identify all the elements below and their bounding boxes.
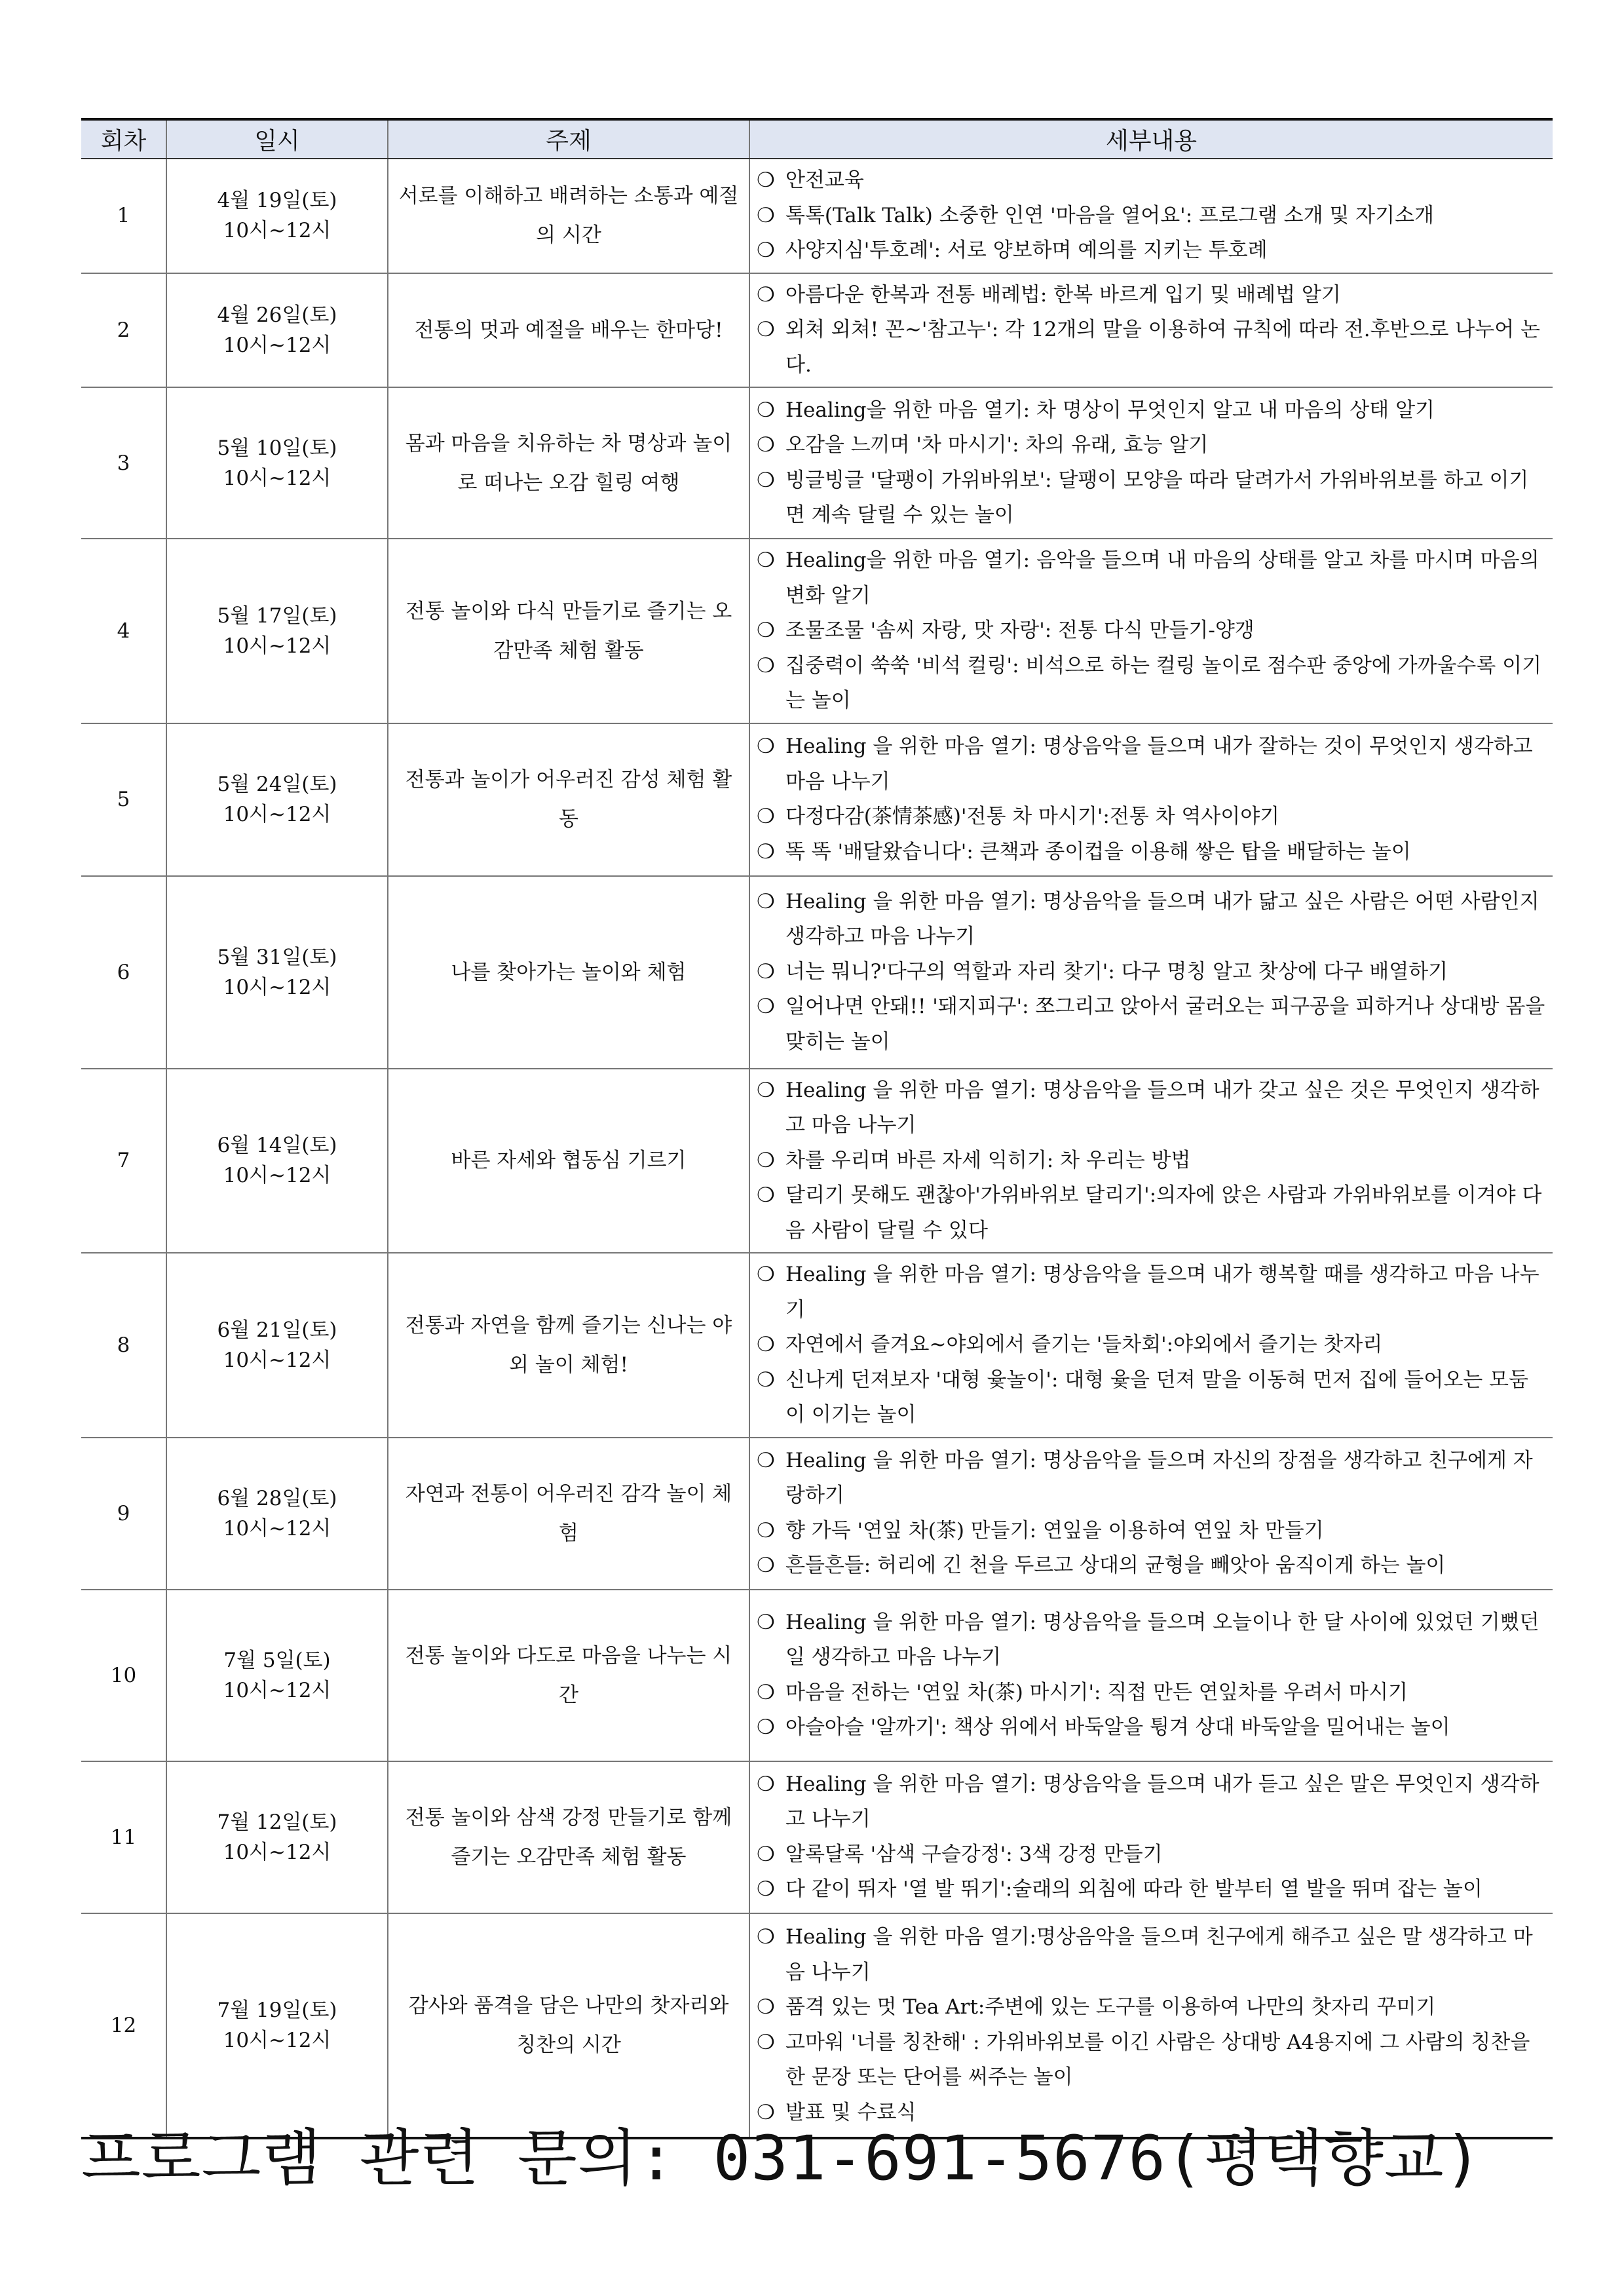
session-number: 7 (81, 1069, 166, 1253)
detail-item: ❍ 빙글빙글 '달팽이 가위바위보': 달팽이 모양을 따라 달려가서 가위바위보를 하고 이기면 계속 달릴 수 있는 놀이 (757, 463, 1546, 533)
session-date: 4월 26일(토) (217, 303, 337, 327)
session-datetime (166, 723, 388, 876)
session-details (749, 1069, 1553, 1253)
detail-item: ❍ 알록달록 '삼색 구슬강정': 3색 강정 만들기 (757, 1837, 1546, 1873)
table-row (81, 876, 1553, 1069)
session-datetime (166, 273, 388, 388)
session-details (749, 159, 1553, 273)
detail-item: ❍ 오감을 느끼며 '차 마시기': 차의 유래, 효능 알기 (757, 428, 1546, 463)
detail-item: ❍ 다 같이 뛰자 '열 발 뛰기':술래의 외침에 따라 한 발부터 열 발을 뛰며 잡는 놀이 (757, 1872, 1546, 1907)
session-number: 9 (81, 1438, 166, 1590)
header-session: 회차 (81, 119, 166, 159)
detail-item: ❍ 안전교육 (757, 163, 1546, 199)
detail-item: ❍ 다정다감(茶情茶感)'전통 차 마시기':전통 차 역사이야기 (757, 799, 1546, 835)
header-details: 세부내용 (749, 119, 1553, 159)
session-time: 10시~12시 (223, 634, 331, 658)
detail-item: ❍ Healing 을 위한 마음 열기:명상음악을 들으며 친구에게 해주고 싶은 말 생각하고 마음 나누기 (757, 1920, 1546, 1990)
session-details (749, 1590, 1553, 1761)
detail-item: ❍ Healing 을 위한 마음 열기: 명상음악을 들으며 내가 갖고 싶은 것은 무엇인지 생각하고 마음 나누기 (757, 1073, 1546, 1143)
session-date: 6월 14일(토) (217, 1134, 337, 1158)
session-date: 6월 28일(토) (217, 1486, 337, 1510)
detail-item: ❍ 고마워 '너를 칭찬해' : 가위바위보를 이긴 사람은 상대방 A4용지에 그 사람의 칭찬을 한 문장 또는 단어를 써주는 놀이 (757, 2025, 1546, 2095)
table-row (81, 273, 1553, 388)
table-row (81, 1913, 1553, 2138)
detail-item: ❍ 집중력이 쑥쑥 '비석 컬링': 비석으로 하는 컬링 놀이로 점수판 중앙에 가까울수록 이기는 놀이 (757, 649, 1546, 719)
session-number: 11 (81, 1761, 166, 1913)
session-time: 10시~12시 (223, 219, 331, 243)
session-number: 8 (81, 1253, 166, 1438)
session-date: 7월 19일(토) (217, 1998, 337, 2022)
session-date: 5월 24일(토) (217, 773, 337, 796)
detail-item: ❍ Healing 을 위한 마음 열기: 명상음악을 들으며 내가 잘하는 것이 무엇인지 생각하고 마음 나누기 (757, 729, 1546, 799)
session-topic: 전통의 멋과 예절을 배우는 한마당! (388, 273, 749, 388)
session-number: 3 (81, 387, 166, 539)
session-number: 4 (81, 539, 166, 723)
session-topic: 감사와 품격을 담은 나만의 찻자리와 칭찬의 시간 (388, 1913, 749, 2138)
session-time: 10시~12시 (223, 1516, 331, 1540)
table-row (81, 387, 1553, 539)
detail-item: ❍ 발표 및 수료식 (757, 2095, 1546, 2131)
detail-item: ❍ 사양지심'투호례': 서로 양보하며 예의를 지키는 투호례 (757, 233, 1546, 269)
session-number: 10 (81, 1590, 166, 1761)
table-body (81, 159, 1553, 2138)
detail-item: ❍ 마음을 전하는 '연잎 차(茶) 마시기': 직접 만든 연잎차를 우려서 마시기 (757, 1675, 1546, 1711)
table-row (81, 159, 1553, 273)
session-topic: 전통 놀이와 삼색 강정 만들기로 함께 즐기는 오감만족 체험 활동 (388, 1761, 749, 1913)
session-date: 7월 5일(토) (223, 1648, 331, 1672)
detail-item: ❍ 품격 있는 멋 Tea Art:주변에 있는 도구를 이용하여 나만의 찻자리 꾸미기 (757, 1990, 1546, 2025)
schedule-table (81, 118, 1553, 2139)
session-number: 2 (81, 273, 166, 388)
session-datetime (166, 1253, 388, 1438)
session-topic: 전통 놀이와 다도로 마음을 나누는 시간 (388, 1590, 749, 1761)
schedule-sheet (81, 118, 1553, 2139)
session-topic: 몸과 마음을 치유하는 차 명상과 놀이로 떠나는 오감 힐링 여행 (388, 387, 749, 539)
session-details (749, 1253, 1553, 1438)
table-header-row (81, 119, 1553, 159)
session-topic: 전통 놀이와 다식 만들기로 즐기는 오감만족 체험 활동 (388, 539, 749, 723)
detail-item: ❍ Healing 을 위한 마음 열기: 명상음악을 들으며 오늘이나 한 달 사이에 있었던 기뻤던 일 생각하고 마음 나누기 (757, 1605, 1546, 1675)
session-topic: 바른 자세와 협동심 기르기 (388, 1069, 749, 1253)
table-row (81, 723, 1553, 876)
detail-item: ❍ 달리기 못해도 괜찮아'가위바위보 달리기':의자에 앉은 사람과 가위바위보를 이겨야 다음 사람이 달릴 수 있다 (757, 1178, 1546, 1248)
table-row (81, 1438, 1553, 1590)
session-datetime (166, 876, 388, 1069)
session-time: 10시~12시 (223, 1348, 331, 1372)
detail-item: ❍ 아슬아슬 '알까기': 책상 위에서 바둑알을 튕겨 상대 바둑알을 밀어내는 놀이 (757, 1710, 1546, 1746)
session-datetime (166, 539, 388, 723)
session-datetime (166, 1438, 388, 1590)
session-topic: 전통과 자연을 함께 즐기는 신나는 야외 놀이 체험! (388, 1253, 749, 1438)
session-time: 10시~12시 (223, 466, 331, 490)
contact-info: 프로그램 관련 문의: 031-691-5676(평택향교) (81, 2123, 1482, 2194)
session-time: 10시~12시 (223, 975, 331, 999)
detail-item: ❍ 향 가득 '연잎 차(茶) 만들기: 연잎을 이용하여 연잎 차 만들기 (757, 1514, 1546, 1549)
session-number: 12 (81, 1913, 166, 2138)
detail-item: ❍ 자연에서 즐겨요~야외에서 즐기는 '들차회':야외에서 즐기는 찻자리 (757, 1328, 1546, 1363)
session-datetime (166, 1069, 388, 1253)
session-date: 6월 21일(토) (217, 1318, 337, 1342)
detail-item: ❍ Healing 을 위한 마음 열기: 명상음악을 들으며 내가 행복할 때를 생각하고 마음 나누기 (757, 1257, 1546, 1328)
session-datetime (166, 1590, 388, 1761)
session-topic: 서로를 이해하고 배려하는 소통과 예절의 시간 (388, 159, 749, 273)
detail-item: ❍ 똑 똑 '배달왔습니다': 큰책과 종이컵을 이용해 쌓은 탑을 배달하는 놀이 (757, 835, 1546, 870)
session-details (749, 723, 1553, 876)
detail-item: ❍ 흔들흔들: 허리에 긴 천을 두르고 상대의 균형을 빼앗아 움직이게 하는 놀이 (757, 1548, 1546, 1584)
session-topic: 전통과 놀이가 어우러진 감성 체험 활동 (388, 723, 749, 876)
detail-item: ❍ Healing을 위한 마음 열기: 음악을 들으며 내 마음의 상태를 알고 차를 마시며 마음의 변화 알기 (757, 543, 1546, 613)
session-time: 10시~12시 (223, 1840, 331, 1864)
session-details (749, 273, 1553, 388)
detail-item: ❍ 아름다운 한복과 전통 배례법: 한복 바르게 입기 및 배례법 알기 (757, 278, 1546, 313)
session-date: 5월 17일(토) (217, 603, 337, 628)
detail-item: ❍ Healing 을 위한 마음 열기: 명상음악을 들으며 내가 닮고 싶은 사람은 어떤 사람인지 생각하고 마음 나누기 (757, 885, 1546, 955)
table-row (81, 1253, 1553, 1438)
session-details (749, 387, 1553, 539)
session-number: 6 (81, 876, 166, 1069)
session-date: 4월 19일(토) (217, 189, 337, 213)
session-details (749, 1761, 1553, 1913)
table-row (81, 1761, 1553, 1913)
detail-item: ❍ 일어나면 안돼!! '돼지피구': 쪼그리고 앉아서 굴러오는 피구공을 피하거나 상대방 몸을 맞히는 놀이 (757, 989, 1546, 1060)
header-topic: 주제 (388, 119, 749, 159)
session-datetime (166, 1913, 388, 2138)
session-number: 5 (81, 723, 166, 876)
session-datetime (166, 159, 388, 273)
session-topic: 자연과 전통이 어우러진 감각 놀이 체험 (388, 1438, 749, 1590)
session-datetime (166, 387, 388, 539)
detail-item: ❍ 차를 우리며 바른 자세 익히기: 차 우리는 방법 (757, 1143, 1546, 1179)
session-time: 10시~12시 (223, 333, 331, 357)
session-datetime (166, 1761, 388, 1913)
detail-item: ❍ 톡톡(Talk Talk) 소중한 인연 '마음을 열어요': 프로그램 소개 및 자기소개 (757, 199, 1546, 234)
detail-item: ❍ 너는 뭐니?'다구의 역할과 자리 찾기': 다구 명칭 알고 찻상에 다구 배열하기 (757, 955, 1546, 990)
session-time: 10시~12시 (223, 803, 331, 826)
detail-item: ❍ Healing 을 위한 마음 열기: 명상음악을 들으며 자신의 장점을 생각하고 친구에게 자랑하기 (757, 1444, 1546, 1514)
table-row (81, 1590, 1553, 1761)
session-number: 1 (81, 159, 166, 273)
detail-item: ❍ 신나게 던져보자 '대형 윷놀이': 대형 윷을 던져 말을 이동혀 먼저 집에 들어오는 모둠이 이기는 놀이 (757, 1363, 1546, 1433)
session-details (749, 876, 1553, 1069)
session-time: 10시~12시 (223, 1164, 331, 1188)
detail-item: ❍ Healing 을 위한 마음 열기: 명상음악을 들으며 내가 듣고 싶은 말은 무엇인지 생각하고 나누기 (757, 1767, 1546, 1837)
session-details (749, 1438, 1553, 1590)
table-row (81, 539, 1553, 723)
session-time: 10시~12시 (223, 1678, 331, 1702)
session-details (749, 539, 1553, 723)
session-details (749, 1913, 1553, 2138)
session-date: 5월 10일(토) (217, 436, 337, 460)
session-time: 10시~12시 (223, 2028, 331, 2052)
detail-item: ❍ Healing을 위한 마음 열기: 차 명상이 무엇인지 알고 내 마음의 상태 알기 (757, 393, 1546, 429)
table-row (81, 1069, 1553, 1253)
session-topic: 나를 찾아가는 놀이와 체험 (388, 876, 749, 1069)
header-date: 일시 (166, 119, 388, 159)
session-date: 5월 31일(토) (217, 945, 337, 969)
session-date: 7월 12일(토) (217, 1810, 337, 1834)
detail-item: ❍ 조물조물 '솜씨 자랑, 맛 자랑': 전통 다식 만들기-양갱 (757, 613, 1546, 649)
detail-item: ❍ 외쳐 외쳐! 꼰~'참고누': 각 12개의 말을 이용하여 규칙에 따라 전.후반으로 나누어 논다. (757, 313, 1546, 383)
